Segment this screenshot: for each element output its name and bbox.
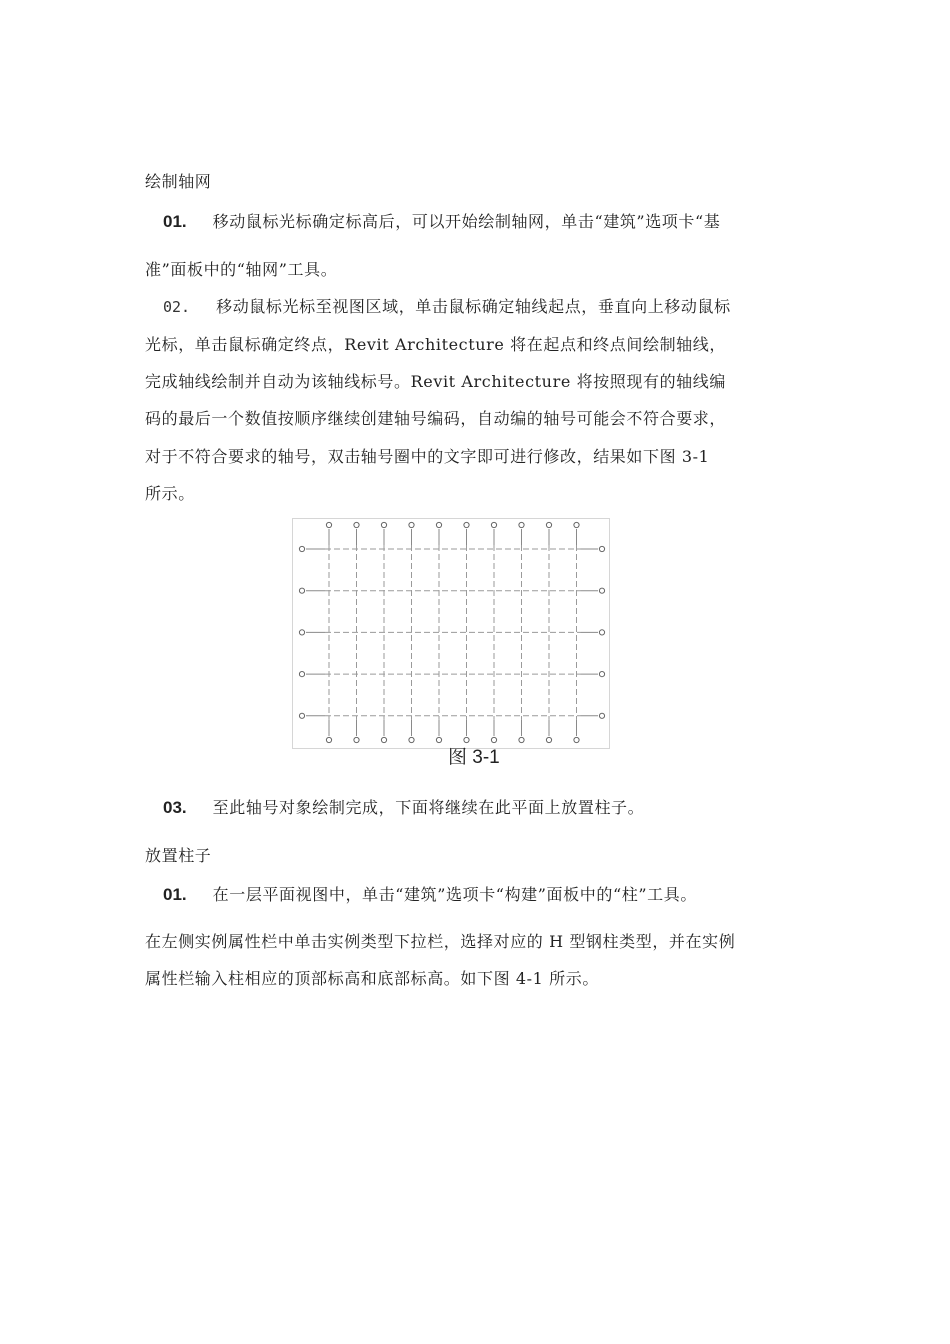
axis-bubble bbox=[354, 737, 359, 742]
axis-bubble bbox=[299, 546, 304, 551]
axis-bubble bbox=[599, 546, 604, 551]
axis-bubble bbox=[299, 588, 304, 593]
axis-bubble bbox=[326, 522, 331, 527]
axis-bubble bbox=[599, 588, 604, 593]
axis-bubble bbox=[436, 522, 441, 527]
section-heading-place-columns: 放置柱子 bbox=[145, 846, 212, 865]
step-paragraph-line bbox=[163, 798, 644, 818]
step-text: 至此轴号对象绘制完成，下面将继续在此平面上放置柱子。 bbox=[212, 798, 645, 817]
step-paragraph-line bbox=[163, 297, 731, 317]
paragraph-line: 完成轴线绘制并自动为该轴线标号。Revit Architecture 将按照现有的轴线编 bbox=[145, 372, 726, 391]
axis-bubble bbox=[381, 522, 386, 527]
axis-bubble bbox=[574, 522, 579, 527]
step-text: 在一层平面视图中，单击“建筑”选项卡“构建”面板中的“柱”工具。 bbox=[212, 885, 697, 904]
axis-grid-drawing bbox=[293, 519, 609, 748]
step-paragraph-line bbox=[163, 212, 720, 232]
step-number: 02. bbox=[163, 298, 191, 316]
axis-bubble bbox=[299, 672, 304, 677]
paragraph-line: 属性栏输入柱相应的顶部标高和底部标高。如下图 4-1 所示。 bbox=[145, 969, 599, 988]
step-text: 移动鼠标光标确定标高后，可以开始绘制轴网，单击“建筑”选项卡“基 bbox=[212, 212, 721, 231]
step-paragraph-line bbox=[163, 885, 697, 905]
paragraph-line: 码的最后一个数值按顺序继续创建轴号编码，自动编的轴号可能会不符合要求， bbox=[145, 409, 727, 428]
axis-bubble bbox=[299, 630, 304, 635]
axis-bubble bbox=[436, 737, 441, 742]
axis-bubble bbox=[326, 737, 331, 742]
step-number: 01. bbox=[163, 885, 187, 904]
axis-bubble bbox=[381, 737, 386, 742]
figure-caption: 图 3-1 bbox=[448, 747, 500, 768]
axis-bubble bbox=[519, 522, 524, 527]
axis-bubble bbox=[464, 737, 469, 742]
paragraph-line: 准”面板中的“轴网”工具。 bbox=[145, 260, 338, 279]
axis-bubble bbox=[599, 630, 604, 635]
paragraph-line: 对于不符合要求的轴号，双击轴号圈中的文字即可进行修改，结果如下图 3-1 bbox=[145, 447, 710, 466]
axis-bubble bbox=[599, 713, 604, 718]
axis-bubble bbox=[409, 522, 414, 527]
axis-grid-figure bbox=[292, 518, 610, 749]
step-text: 移动鼠标光标至视图区域，单击鼠标确定轴线起点，垂直向上移动鼠标 bbox=[216, 297, 731, 316]
axis-bubble bbox=[491, 522, 496, 527]
axis-bubble bbox=[546, 737, 551, 742]
section-heading-draw-grid: 绘制轴网 bbox=[145, 172, 212, 191]
paragraph-line: 所示。 bbox=[145, 484, 195, 503]
step-number: 01. bbox=[163, 212, 187, 231]
axis-bubble bbox=[519, 737, 524, 742]
paragraph-line: 在左侧实例属性栏中单击实例类型下拉栏，选择对应的 H 型钢柱类型，并在实例 bbox=[145, 932, 736, 951]
axis-bubble bbox=[599, 672, 604, 677]
axis-bubble bbox=[354, 522, 359, 527]
axis-bubble bbox=[546, 522, 551, 527]
axis-bubble bbox=[464, 522, 469, 527]
axis-bubble bbox=[409, 737, 414, 742]
paragraph-line: 光标，单击鼠标确定终点，Revit Architecture 将在起点和终点间绘制轴线， bbox=[145, 335, 726, 354]
step-number: 03. bbox=[163, 798, 187, 817]
axis-bubble bbox=[299, 713, 304, 718]
axis-bubble bbox=[491, 737, 496, 742]
axis-bubble bbox=[574, 737, 579, 742]
